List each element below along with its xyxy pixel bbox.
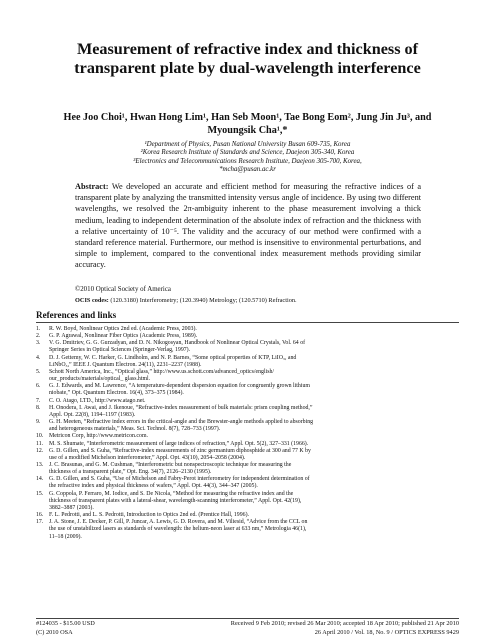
reference-text: the use of unstabilized lasers as standards of wavelength: the helium-neon laser at 633 nm,” Metrologia 46(1), xyxy=(49,526,307,533)
reference-item xyxy=(36,419,459,433)
ocis-codes xyxy=(75,296,421,305)
corresponding-email: *mcha@pusan.ac.kr xyxy=(219,166,276,174)
reference-text: R. W. Boyd, Nonlinear Optics 2nd ed. (Academic Press, 2003). xyxy=(49,326,197,332)
reference-number: 16. xyxy=(36,512,44,519)
reference-number: 6. xyxy=(36,383,41,390)
reference-text: V. G. Dmitriev, G. G. Gurzadyan, and D. N. Nikogosyan, Handbook of Nonlinear Optical Crystals, Vol. 64 of xyxy=(49,340,306,347)
reference-number: 5. xyxy=(36,368,41,375)
reference-item xyxy=(36,448,459,462)
reference-text: 11–18 (2009). xyxy=(49,533,82,540)
journal-citation: 26 April 2010 / Vol. 18, No. 9 / OPTICS EXPRESS 9429 xyxy=(314,629,459,636)
reference-text: thickness of transparent plates with a lateral-shear, wavelength-scanning interferometer,” Appl. Opt. 42(19), xyxy=(49,497,302,504)
reference-item xyxy=(36,441,459,448)
reference-text: Springer Series in Optical Sciences (Springer-Verlag, 1997). xyxy=(49,347,191,354)
reference-item xyxy=(36,433,459,440)
references-heading: References and links xyxy=(36,310,117,320)
reference-number: 12. xyxy=(36,447,44,454)
abstract-text: We developed an accurate and efficient method for measuring the refractive indices of a transparent plate by analyzing the transmitted intensity versus angle of incidence. By using two different wavelengths, we resolved the 2π-ambiguity inherent to the phase measurement involving a thick medium, leading to independent determination of the absolute index of refraction and the thickness with a relative uncertainty of 10⁻⁵. The validity and the accuracy of our method were confirmed with a standard reference material. Furthermore, our method is insensitive to environmental perturbations, and simple to implement, compared to the conventional index measurement methods providing similar accuracy. xyxy=(75,182,421,270)
reference-text: the refractive index and physical thickness of wafers,” Appl. Opt. 44(3), 344–347 (2005). xyxy=(49,483,258,490)
reference-item xyxy=(36,355,459,369)
reference-item xyxy=(36,491,459,512)
references-list xyxy=(36,326,459,541)
copyright: ©2010 Optical Society of America xyxy=(75,286,171,293)
reference-item xyxy=(36,398,459,405)
reference-number: 17. xyxy=(36,519,44,526)
reference-item xyxy=(36,519,459,540)
reference-text: niobate,” Opt. Quantum Electron. 16(4), 373–375 (1984). xyxy=(49,390,184,397)
reference-text: G. P. Agrawal, Nonlinear Fiber Optics (Academic Press, 1989). xyxy=(49,333,198,340)
author-list: Hee Joo Choi¹, Hwan Hong Lim¹, Han Seb Moon¹, Tae Bong Eom², Jung Jin Ju³, and Myoungsik Cha¹,* xyxy=(63,112,432,136)
reference-text: LiNbO₃,” IEEE J. Quantum Electron. 24(11), 2231–2237 (1988). xyxy=(49,361,202,368)
reference-text: G. J. Edwards, and M. Lawrence, “A temperature-dependent dispersion equation for congruently grown lithium xyxy=(49,383,310,390)
reference-text: M. S. Shumate, “Interferometric measurement of large indices of refraction,” Appl. Opt. 5(2), 327–331 (1966). xyxy=(49,440,309,447)
reference-item xyxy=(36,383,459,397)
abstract xyxy=(75,181,421,271)
reference-number: 14. xyxy=(36,476,44,483)
reference-text: our_products/materials/optical_ glass.html. xyxy=(49,376,151,383)
ocis-text: (120.3180) Interferometry; (120.3940) Metrology; (120.5710) Refraction. xyxy=(110,297,297,304)
reference-text: use of a modified Michelson interferometer,” Appl. Opt. 43(10), 2054–2058 (2004). xyxy=(49,454,246,461)
reference-number: 8. xyxy=(36,404,41,411)
references-divider xyxy=(36,322,459,323)
reference-text: Schott North America, Inc., “Optical glass,” http://www.us.schott.com/advanced_optics/english/ xyxy=(49,368,275,375)
reference-text: Metricon Corp, http://www.metricon.com. xyxy=(49,433,148,440)
reference-text: and heterogeneous materials,” Meas. Sci. Technol. 8(7), 728–733 (1997). xyxy=(49,426,221,433)
reference-item xyxy=(36,462,459,476)
affiliations xyxy=(40,141,455,175)
affiliation-2: ²Korea Research Institute of Standards and Science, Daejeon 305-340, Korea xyxy=(140,149,355,157)
reference-item xyxy=(36,369,459,383)
reference-text: J. C. Brasunas, and G. M. Cushman, “Interferometric but nonspectroscopic technique for measuring the xyxy=(49,461,292,468)
reference-number: 9. xyxy=(36,419,41,426)
footer-copyright: (C) 2010 OSA xyxy=(36,629,73,636)
reference-number: 11. xyxy=(36,440,44,447)
reference-text: G. D. Gillen, and S. Guha, “Refractive-index measurements of zinc germanium diphosphide at 300 and 77 K by xyxy=(49,447,311,454)
reference-text: D. J. Gettemy, W. C. Harker, G. Lindholm, and N. P. Barnes, “Some optical properties of KTP, LiIO₃, and xyxy=(49,354,297,361)
publication-history: Received 9 Feb 2010; revised 26 Mar 2010; accepted 18 Apr 2010; published 21 Apr 2010 xyxy=(230,620,459,627)
reference-item xyxy=(36,476,459,490)
reference-number: 7. xyxy=(36,397,41,404)
reference-text: 3882–3887 (2003). xyxy=(49,504,94,511)
reference-number: 3. xyxy=(36,340,41,347)
reference-number: 10. xyxy=(36,433,44,440)
reference-item xyxy=(36,340,459,354)
affiliation-3: ³Electronics and Telecommunications Research Institute, Daejeon 305-700, Korea, xyxy=(133,157,362,165)
ocis-label: OCIS codes: xyxy=(75,297,109,304)
reference-text: H. Onodera, I. Awai, and J. Ikenoue, “Refractive-index measurement of bulk materials: prism coupling method,” xyxy=(49,404,313,411)
reference-number: 2. xyxy=(36,333,41,340)
reference-number: 1. xyxy=(36,326,41,332)
reference-text: G. D. Gillen, and S. Guha, “Use of Michelson and Fabry-Perot interferometry for independent determination of xyxy=(49,476,310,483)
manuscript-price: #124035 - $15.00 USD xyxy=(36,620,95,627)
reference-text: J. A. Stone, J. E. Decker, P. Gill, P. Juncar, A. Lewis, G. D. Rovera, and M. Viliesid, “Advice from the CCL on xyxy=(49,519,308,526)
paper-title: Measurement of refractive index and thickness of transparent plate by dual-wavelength interference xyxy=(74,40,421,77)
reference-number: 4. xyxy=(36,354,41,361)
abstract-label: Abstract: xyxy=(75,182,109,191)
affiliation-1: ¹Department of Physics, Pusan National University Busan 609-735, Korea xyxy=(144,141,351,148)
reference-text: C. O. Atago, LTD., http://www.atago.net. xyxy=(49,397,146,404)
reference-number: 15. xyxy=(36,490,44,497)
footer-divider xyxy=(36,618,459,619)
reference-number: 13. xyxy=(36,461,44,468)
reference-text: thickness of a transparent plate,” Opt. Eng. 34(7), 2126–2130 (1995). xyxy=(49,469,212,476)
reference-text: G. H. Meeten, “Refractive index errors in the critical-angle and the Brewster-angle methods applied to absorbing xyxy=(49,419,314,426)
reference-text: G. Coppola, P. Ferraro, M. Iodice, and S. De Nicola, “Method for measuring the refractive index and the xyxy=(49,490,294,497)
reference-text: Appl. Opt. 22(8), 1194–1197 (1983). xyxy=(49,411,136,418)
reference-text: F. L. Pedrotti, and L. S. Pedrotti, Introduction to Optics 2nd ed. (Prentice Hall, 1996). xyxy=(49,512,249,519)
reference-item xyxy=(36,405,459,419)
